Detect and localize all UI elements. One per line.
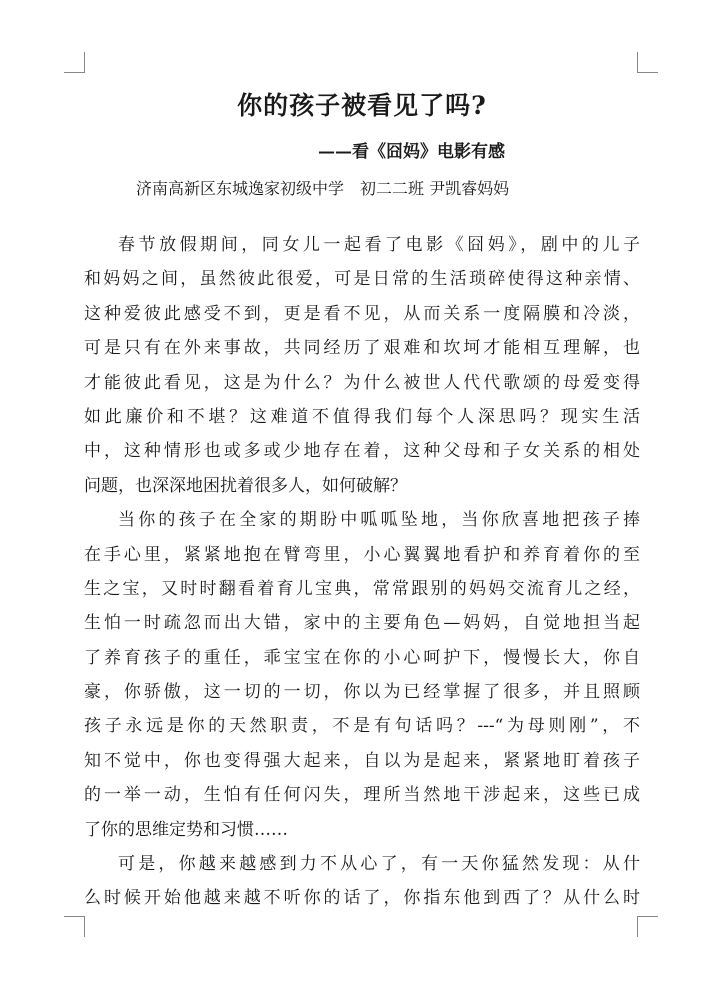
text-line: 的一举一动，生怕有任何闪失，理所当然地干涉起来，这些已成 bbox=[84, 785, 640, 806]
text-line: 这种爱彼此感受不到，更是看不见，从而关系一度隔膜和冷淡， bbox=[84, 303, 640, 324]
text-line: 中，这种情形也或多或少地存在着，这种父母和子女关系的相处 bbox=[84, 441, 640, 462]
text-line: 问题，也深深地困扰着很多人，如何破解？ bbox=[84, 475, 407, 496]
text-line: 知不觉中，你也变得强大起来，自以为是起来，紧紧地盯着孩子 bbox=[84, 750, 640, 771]
text-line: 在手心里，紧紧地抱在臂弯里，小心翼翼地看护和养育着你的至 bbox=[84, 544, 640, 565]
text-line: 春节放假期间，同女儿一起看了电影《囧妈》，剧中的儿子 bbox=[118, 235, 640, 255]
margin-mark-top-right bbox=[637, 52, 658, 73]
margin-mark-top-left bbox=[64, 52, 85, 73]
text-line: 么时候开始他越来越不听你的话了，你指东他到西了？从什么时 bbox=[84, 888, 640, 909]
text-line: 和妈妈之间，虽然彼此很爱，可是日常的生活琐碎使得这种亲情、 bbox=[84, 269, 640, 290]
margin-mark-bottom-right bbox=[637, 916, 658, 937]
text-line: 才能彼此看见，这是为什么？为什么被世人代代歌颂的母爱变得 bbox=[84, 372, 640, 393]
text-line: 可是，你越来越感到力不从心了，有一天你猛然发现：从什 bbox=[118, 854, 640, 875]
text-line: 生之宝，又时时翻看着育儿宝典，常常跟别的妈妈交流育儿之经， bbox=[84, 578, 640, 599]
text-line: 当你的孩子在全家的期盼中呱呱坠地，当你欣喜地把孩子捧 bbox=[118, 510, 640, 531]
text-line: 孩子永远是你的天然职责，不是有句话吗？---“为母则刚”，不 bbox=[84, 716, 640, 737]
text-line: 豪，你骄傲，这一切的一切，你以为已经掌握了很多，并且照顾 bbox=[84, 682, 640, 703]
text-line: 可是只有在外来事故，共同经历了艰难和坎坷才能相互理解，也 bbox=[84, 338, 640, 359]
text-line: 了养育孩子的重任，乖宝宝在你的小心呵护下，慢慢长大，你自 bbox=[84, 647, 640, 668]
document-subtitle: ——看《囧妈》电影有感 bbox=[318, 142, 505, 162]
document-title: 你的孩子被看见了吗? bbox=[237, 91, 487, 120]
text-line: 生怕一时疏忽而出大错，家中的主要角色—妈妈，自觉地担当起 bbox=[84, 613, 640, 634]
margin-mark-bottom-left bbox=[64, 916, 85, 937]
text-line: 了你的思维定势和习惯…… bbox=[84, 819, 288, 840]
author-line: 济南高新区东城逸家初级中学 初二二班 尹凯睿妈妈 bbox=[136, 179, 510, 198]
text-line: 如此廉价和不堪？这难道不值得我们每个人深思吗？现实生活 bbox=[84, 406, 640, 427]
article-body bbox=[84, 228, 640, 916]
